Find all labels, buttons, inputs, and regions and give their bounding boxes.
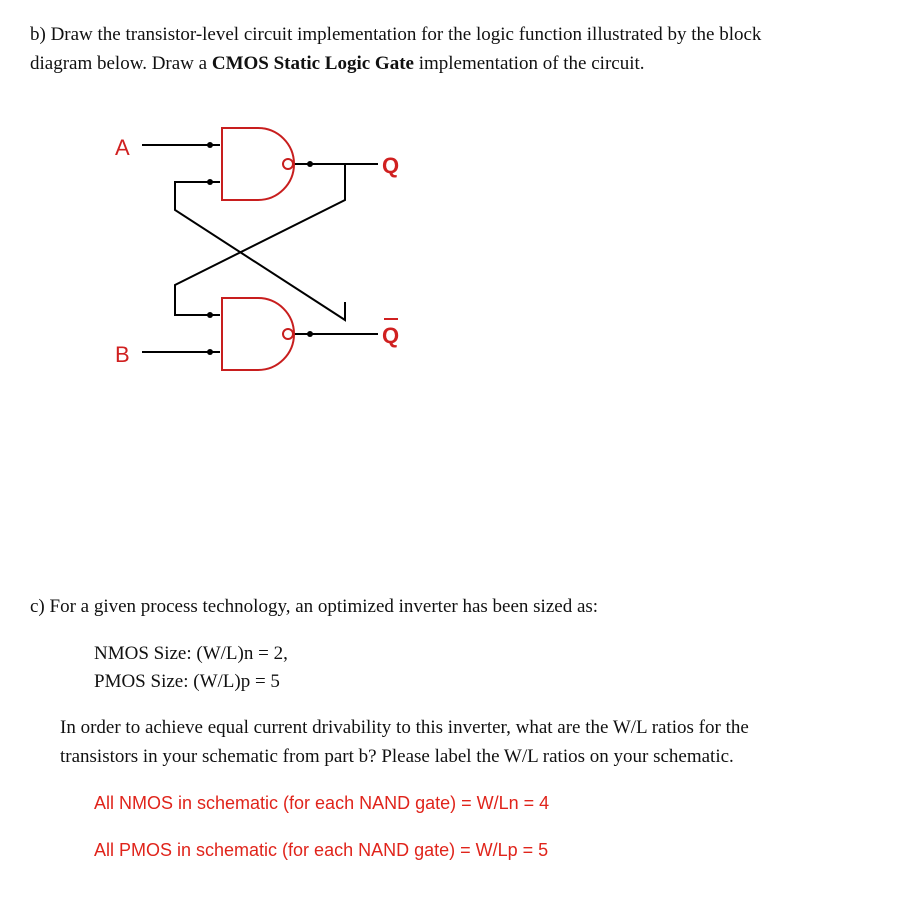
question-line-2: transistors in your schematic from part b? Please label the W/L ratios on your schematic. (60, 746, 734, 767)
nand-gate-bottom (222, 298, 294, 370)
label-a: A (115, 135, 130, 160)
answer-pmos: All PMOS in schematic (for each NAND gate) = W/Lp = 5 (94, 840, 549, 860)
label-q: Q (382, 153, 400, 178)
part-b-line-1: b) Draw the transistor-level circuit implementation for the logic function illustrated by the block (30, 24, 762, 45)
nmos-size: NMOS Size: (W/L)n = 2, (94, 643, 288, 664)
part-b-line-2-prefix: diagram below. Draw a (30, 53, 212, 74)
inversion-bubble-top (283, 159, 293, 169)
part-b-line-2-suffix: implementation of the circuit. (413, 53, 645, 74)
label-b: B (115, 342, 130, 367)
part-c-intro: c) For a given process technology, an optimized inverter has been sized as: (30, 596, 599, 617)
wires (142, 145, 378, 352)
inversion-bubble-bottom (283, 329, 293, 339)
question-line-1: In order to achieve equal current drivability to this inverter, what are the W/L ratios for the (60, 717, 749, 738)
answer-nmos: All NMOS in schematic (for each NAND gate) = W/Ln = 4 (94, 793, 550, 813)
wire-feedback-top (175, 182, 345, 320)
pmos-size: PMOS Size: (W/L)p = 5 (94, 671, 280, 692)
label-qbar: Q (382, 323, 400, 348)
part-b-line-2-bold: CMOS Static Logic Gate (211, 53, 414, 74)
nand-gate-top (222, 128, 294, 200)
wire-q-feedback (175, 164, 345, 315)
